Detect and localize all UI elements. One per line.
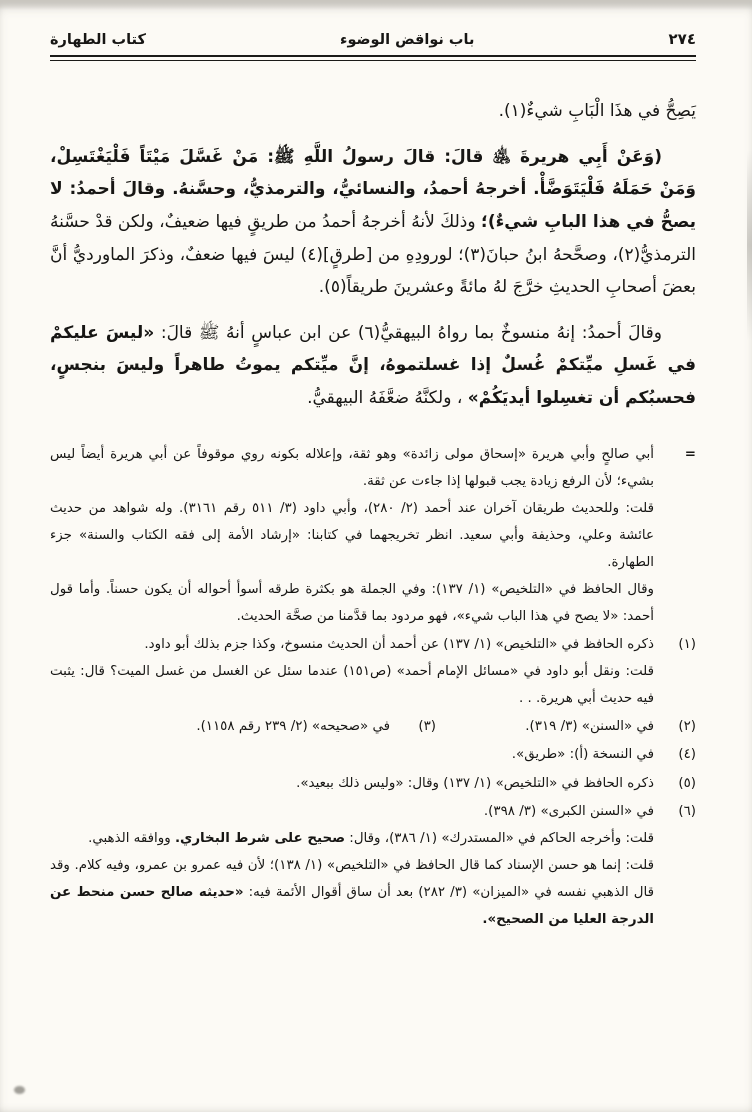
footnote-marker: (٦) — [678, 803, 696, 819]
footnote-body — [50, 770, 654, 797]
footnote-text: في «السنن» (٣/ ٣١٩). — [525, 719, 654, 735]
quoted-hadith: «ليسَ عليكمْ في غَسلِ ميِّتكمْ غُسلٌ إذا غسلتموهُ، إنَّ ميِّتكم يموتُ طاهراً وليسَ بنجسٍ، فحسبُكم أن تغسِلوا أيديَكُمْ» — [50, 322, 696, 408]
footnote-5 — [50, 770, 696, 797]
footnote-text: ذكره الحافظ في «التلخيص» (١/ ١٣٧) عن أحمد أن الحديث منسوخ، وكذا جزم بذلك أبو داود. — [144, 637, 654, 653]
footnote-text: وقال الحافظ في «التلخيص» (١/ ١٣٧): وفي الجملة هو بكثرة طرقه أسوأ أحواله أن يكون حسناً. وأما قول أحمد: «لا يصح في هذا الباب شيء»، فهو مردود بما قدَّمنا من صحَّة الحديث. — [50, 582, 654, 625]
footnote-2-and-3 — [50, 713, 696, 740]
commentary-text: ، ولكنَّهُ ضعَّفَهُ البيهقيُّ. — [307, 388, 463, 408]
footnote-body — [50, 741, 654, 768]
scan-shadow-top — [0, 0, 752, 10]
paragraph-text: يَصِحُّ في هذَا الْبَابِ شيءٌ(١). — [498, 101, 696, 121]
footnote-body — [50, 631, 654, 712]
paragraph-continuation — [50, 95, 696, 128]
footnote-continuation-marker: = — [684, 446, 696, 462]
footnote-marker: (٤) — [678, 747, 696, 763]
footnote-text: قلت: ونقل أبو داود في «مسائل الإمام أحمد» (ص١٥١) عندما سئل عن الغسل من غسل الميت؟ قال: يثبت فيه حديث أبي هريرة. . . — [50, 664, 654, 707]
footnote-text: قلت: وأخرجه الحاكم في «المستدرك» (١/ ٣٨٦)، وقال: — [345, 830, 654, 846]
header-double-rule — [50, 55, 696, 61]
page-number: ٢٧٤ — [668, 30, 696, 48]
main-text — [50, 95, 696, 415]
footnote-verdict: صحيح على شرط البخاري. — [174, 830, 346, 846]
footnote-marker: (٥) — [678, 775, 696, 791]
hadith-matn: (وَعَنْ أَبِي هريرةَ ﵁ قالَ: قالَ رسولُ اللَّهِ ﷺ: مَنْ غَسَّلَ مَيْتَاً فَلْيَغْتَسِلْ، وَمَنْ حَمَلَهُ فَلْيَتَوَضَّأْ. أخرجهُ أحمدُ، والنسائيُّ، والترمذيُّ، وحسَّنهُ. وقالَ أحمدُ: لا يصحُّ في هذا البابِ شيءٌ)؛ — [50, 146, 696, 232]
footnote-marker: (٢) — [678, 719, 696, 735]
commentary-text: وذلكَ لأنهُ أخرجهُ أحمدُ من طريقٍ فيها ضعيفٌ، ولكن قدْ حسَّنهُ الترمذيُّ(٢)، وصحَّحهُ ابنُ حبانَ(٣)؛ لورودِهِ من [طرقٍ](٤) ليسَ فيها ضعفٌ، وذكرَ الماورديُّ أنَّ بعضَ أصحابِ الحديثِ خرَّجَ لهُ مائةً وعشرينَ طريقاً(٥). — [50, 211, 696, 298]
paragraph-hadith — [50, 141, 696, 304]
commentary-text: وقالَ أحمدُ: إنهُ منسوخٌ بما رواهُ البيهقيُّ(٦) عن ابن عباسٍ أنهُ ﷺ قالَ: — [154, 322, 662, 343]
footnote-text: في «صحيحه» (٢/ ٢٣٩ رقم ١١٥٨). — [196, 719, 390, 735]
page-header — [50, 30, 696, 48]
footnote-quote: «حديثه صالح حسن منحط عن الدرجة العليا من الصحيح». — [50, 884, 654, 927]
footnote-text: قلت: إنما هو حسن الإسناد كما قال الحافظ في «التلخيص» (١/ ١٣٨)؛ لأن فيه عمرو بن عمرو، وفيه كلام. وقد قال الذهبي نفسه في «الميزان» (٣/ ٢٨٢) بعد أن ساق أقوال الأئمة فيه: — [50, 857, 654, 900]
footnote-4 — [50, 741, 696, 768]
footnote-text: أبي صالحٍ وأبي هريرة «إسحاق مولى زائدة» وهو ثقة، وإعلاله بكونه روي موقوفاً عن أبي هريرة أيضاً ليس بشيء؛ لأن الرفع زيادة يجب قبولها إذا جاءت عن ثقة. — [50, 446, 654, 489]
book-title: كتاب الطهارة — [50, 32, 146, 48]
paragraph-naskh-claim — [50, 317, 696, 415]
footnote-body — [50, 798, 654, 933]
scan-edge-streak — [747, 150, 752, 340]
scan-smudge — [14, 1086, 25, 1094]
footnote-body — [50, 713, 654, 740]
footnotes-section — [50, 441, 696, 933]
footnote-marker: (٣) — [418, 719, 436, 735]
footnote-text: ووافقه الذهبي. — [88, 830, 175, 846]
footnote-marker: (١) — [678, 637, 696, 653]
footnote-1 — [50, 631, 696, 712]
footnote-text — [50, 825, 654, 852]
chapter-title: باب نواقض الوضوء — [340, 32, 475, 48]
footnote-text — [50, 852, 654, 933]
footnote-text: قلت: وللحديث طريقان آخران عند أحمد (٢/ ٢٨٠)، وأبي داود (٣/ ٥١١ رقم ٣١٦١). وله شواهد من حديث عائشة وعلي، وحذيفة وأبي سعيد. انظر تخريجهما في كتابنا: «إرشاد الأمة إلى فقه الكتاب والسنة» جزء الطهارة. — [50, 500, 654, 570]
footnote-continuation — [50, 441, 696, 631]
footnote-text: في «السنن الكبرى» (٣/ ٣٩٨). — [483, 803, 654, 819]
footnote-body — [50, 441, 654, 631]
footnote-text: في النسخة (أ): «طريق». — [511, 747, 654, 763]
footnote-text: ذكره الحافظ في «التلخيص» (١/ ١٣٧) وقال: «وليس ذلك ببعيد». — [296, 775, 654, 791]
footnote-6 — [50, 798, 696, 933]
